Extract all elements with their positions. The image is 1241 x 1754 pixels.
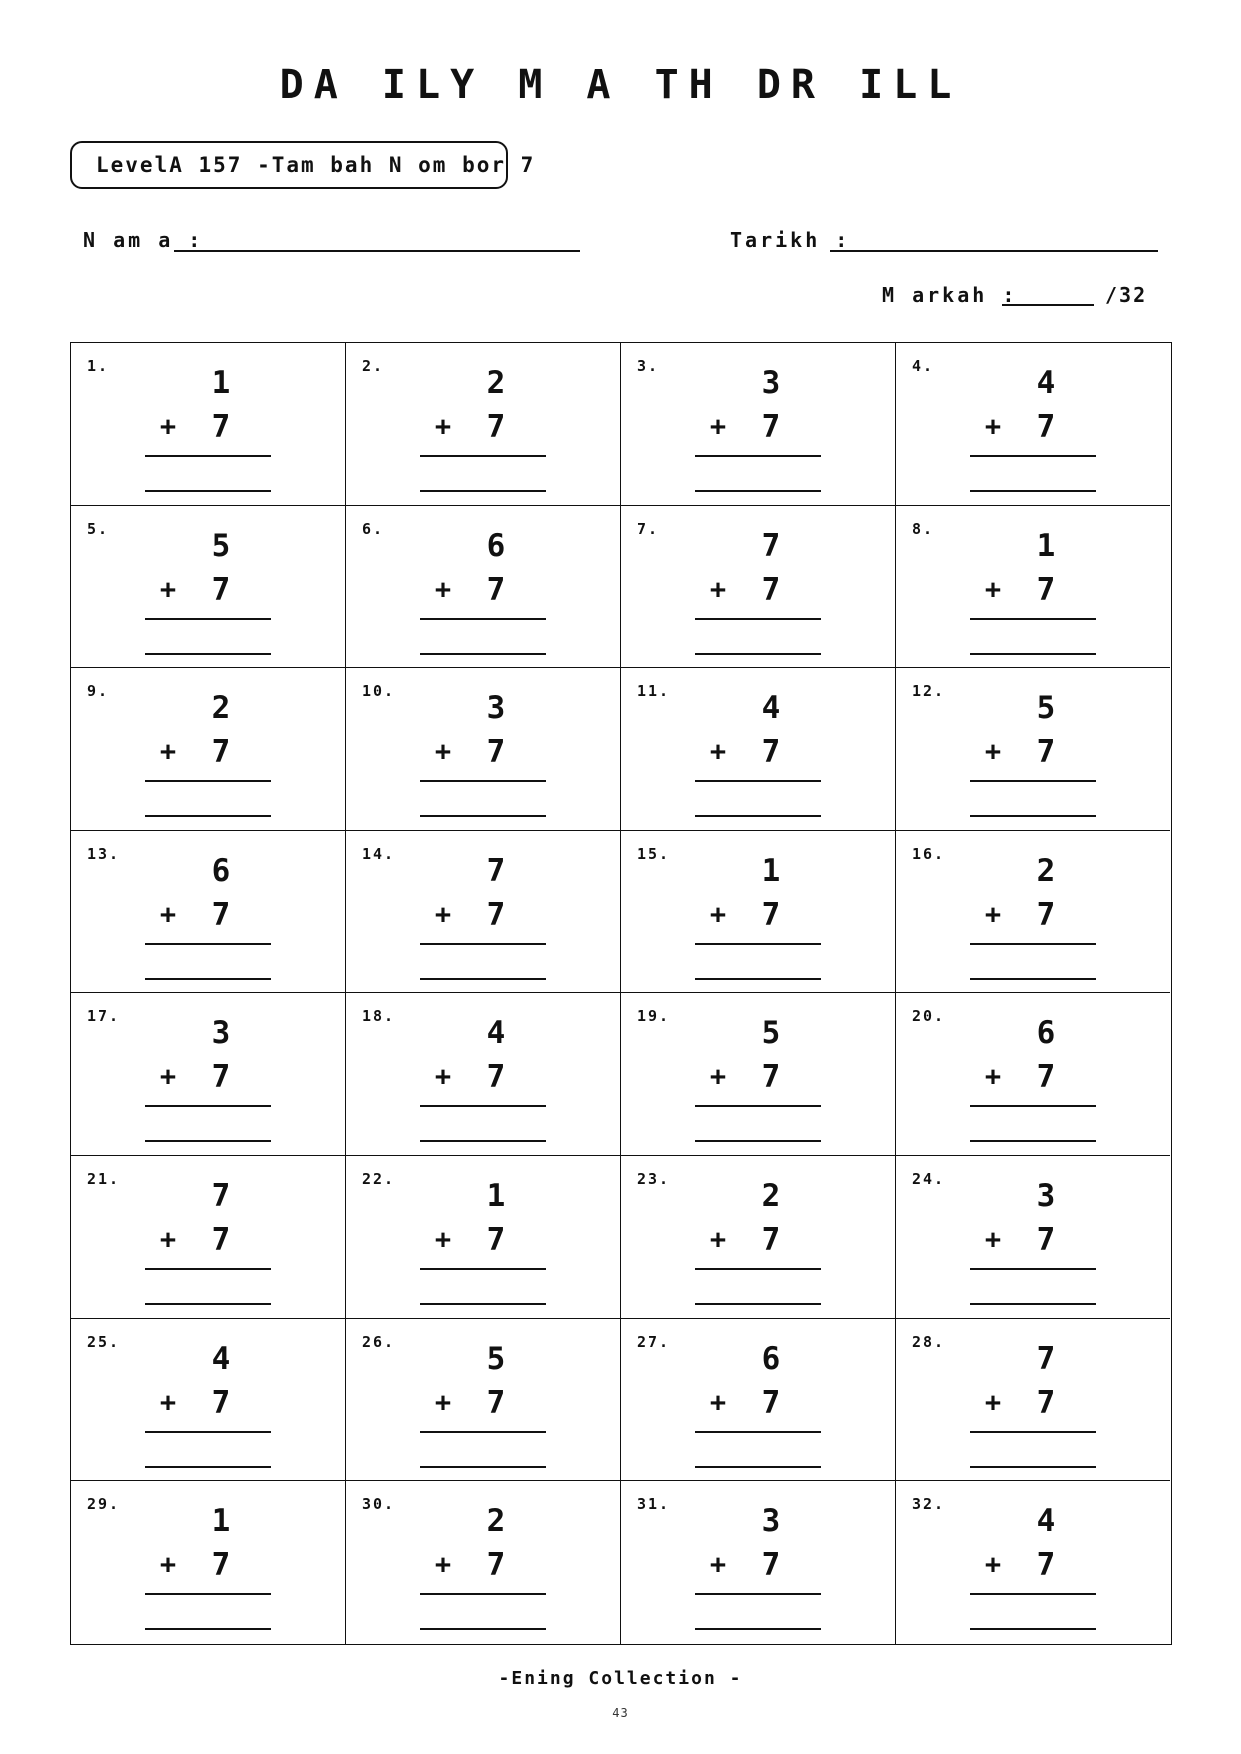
sum-divider — [695, 1105, 821, 1107]
answer-field[interactable] — [145, 1466, 271, 1468]
answer-field[interactable] — [695, 1303, 821, 1305]
problem-number: 18. — [362, 1007, 396, 1026]
second-operand: 7 — [211, 571, 231, 608]
name-label: N am a : — [83, 228, 204, 252]
first-operand: 1 — [211, 1503, 231, 1540]
problem-cell — [346, 668, 621, 831]
answer-field[interactable] — [970, 978, 1096, 980]
answer-field[interactable] — [970, 1140, 1096, 1142]
problem-number: 10. — [362, 682, 396, 701]
first-operand: 1 — [1036, 527, 1056, 564]
sum-divider — [420, 618, 546, 620]
problem-cell — [621, 1319, 896, 1482]
first-operand: 3 — [211, 1015, 231, 1052]
sum-divider — [695, 1431, 821, 1433]
plus-sign: + — [709, 1549, 727, 1581]
problem-cell — [346, 1156, 621, 1319]
first-operand: 1 — [486, 1178, 506, 1214]
first-operand: 4 — [1036, 365, 1056, 401]
plus-sign: + — [159, 1224, 177, 1255]
answer-field[interactable] — [970, 653, 1096, 655]
plus-sign: + — [434, 898, 452, 930]
date-label: Tarikh : — [730, 228, 851, 252]
sum-divider — [145, 618, 271, 620]
first-operand: 4 — [1036, 1503, 1056, 1540]
second-operand: 7 — [1036, 734, 1056, 771]
answer-field[interactable] — [970, 815, 1096, 817]
sum-divider — [695, 943, 821, 945]
problem-number: 22. — [362, 1170, 396, 1188]
second-operand: 7 — [1036, 571, 1056, 608]
problem-cell — [71, 343, 346, 506]
second-operand: 7 — [486, 734, 506, 771]
plus-sign: + — [984, 1549, 1002, 1581]
problem-cell — [621, 506, 896, 669]
first-operand: 3 — [761, 365, 781, 401]
second-operand: 7 — [1036, 1222, 1056, 1258]
second-operand: 7 — [1036, 1384, 1056, 1421]
first-operand: 6 — [1036, 1015, 1056, 1052]
sum-divider — [145, 1593, 271, 1595]
answer-field[interactable] — [420, 1466, 546, 1468]
problem-cell — [896, 343, 1170, 506]
plus-sign: + — [709, 411, 727, 442]
plus-sign: + — [434, 1386, 452, 1418]
problem-number: 7. — [637, 519, 660, 538]
footer-collection: -Ening Collection - — [498, 1668, 743, 1689]
problem-number: 11. — [637, 682, 671, 701]
second-operand: 7 — [211, 1222, 231, 1258]
second-operand: 7 — [761, 409, 781, 445]
first-operand: 7 — [1036, 1340, 1056, 1377]
plus-sign: + — [984, 1386, 1002, 1418]
second-operand: 7 — [1036, 409, 1056, 445]
problem-number: 21. — [87, 1170, 121, 1188]
plus-sign: + — [709, 1386, 727, 1418]
sum-divider — [420, 1593, 546, 1595]
answer-field[interactable] — [420, 1303, 546, 1305]
problem-number: 19. — [637, 1007, 671, 1026]
problem-cell — [896, 506, 1170, 669]
plus-sign: + — [434, 1549, 452, 1581]
plus-sign: + — [159, 573, 177, 605]
answer-field[interactable] — [695, 815, 821, 817]
sum-divider — [145, 780, 271, 782]
plus-sign: + — [159, 1386, 177, 1418]
page-title: DA ILY M A TH DR ILL — [279, 62, 962, 108]
second-operand: 7 — [486, 409, 506, 445]
first-operand: 3 — [761, 1503, 781, 1540]
sum-divider — [145, 1105, 271, 1107]
first-operand: 4 — [211, 1340, 231, 1377]
second-operand: 7 — [761, 1384, 781, 1421]
problem-cell — [346, 343, 621, 506]
date-field[interactable] — [830, 250, 1158, 252]
sum-divider — [695, 1268, 821, 1270]
first-operand: 5 — [761, 1015, 781, 1052]
problem-cell — [896, 831, 1170, 994]
plus-sign: + — [709, 1224, 727, 1255]
problem-cell — [346, 831, 621, 994]
sum-divider — [145, 455, 271, 457]
problem-number: 13. — [87, 844, 121, 863]
second-operand: 7 — [761, 1547, 781, 1584]
problem-number: 24. — [912, 1170, 946, 1188]
sum-divider — [420, 780, 546, 782]
second-operand: 7 — [211, 409, 231, 445]
answer-field[interactable] — [145, 1140, 271, 1142]
problem-cell — [896, 1156, 1170, 1319]
problem-number: 31. — [637, 1495, 671, 1514]
problem-number: 29. — [87, 1495, 121, 1514]
second-operand: 7 — [761, 896, 781, 933]
problem-cell — [71, 1156, 346, 1319]
answer-field[interactable] — [695, 653, 821, 655]
problem-number: 1. — [87, 357, 110, 375]
sum-divider — [420, 1105, 546, 1107]
problem-cell — [896, 993, 1170, 1156]
problem-cell — [71, 1481, 346, 1644]
second-operand: 7 — [761, 734, 781, 771]
problem-number: 8. — [912, 519, 935, 538]
sum-divider — [695, 780, 821, 782]
plus-sign: + — [159, 736, 177, 768]
plus-sign: + — [434, 411, 452, 442]
problem-cell — [71, 506, 346, 669]
plus-sign: + — [984, 898, 1002, 930]
answer-field[interactable] — [695, 1140, 821, 1142]
second-operand: 7 — [486, 1059, 506, 1096]
first-operand: 5 — [211, 527, 231, 564]
answer-field[interactable] — [970, 1303, 1096, 1305]
problem-cell — [71, 831, 346, 994]
first-operand: 6 — [211, 852, 231, 889]
problem-cell — [621, 343, 896, 506]
problem-cell — [621, 831, 896, 994]
sum-divider — [970, 1431, 1096, 1433]
first-operand: 5 — [1036, 690, 1056, 727]
score-label: M arkah : — [882, 283, 1018, 307]
problem-number: 6. — [362, 519, 385, 538]
score-field[interactable] — [1002, 304, 1094, 306]
sum-divider — [145, 943, 271, 945]
plus-sign: + — [434, 1061, 452, 1093]
second-operand: 7 — [486, 896, 506, 933]
problem-cell — [621, 993, 896, 1156]
sum-divider — [420, 1268, 546, 1270]
problem-cell — [896, 668, 1170, 831]
problem-number: 20. — [912, 1007, 946, 1026]
answer-field[interactable] — [420, 490, 546, 492]
problem-cell — [621, 1156, 896, 1319]
answer-field[interactable] — [420, 653, 546, 655]
answer-field[interactable] — [145, 978, 271, 980]
first-operand: 6 — [761, 1340, 781, 1377]
first-operand: 7 — [211, 1178, 231, 1214]
second-operand: 7 — [761, 1059, 781, 1096]
sum-divider — [970, 618, 1096, 620]
answer-field[interactable] — [695, 978, 821, 980]
answer-field[interactable] — [695, 1466, 821, 1468]
answer-field[interactable] — [145, 815, 271, 817]
first-operand: 2 — [486, 365, 506, 401]
page-number: 43 — [612, 1706, 629, 1720]
first-operand: 7 — [486, 852, 506, 889]
sum-divider — [970, 1105, 1096, 1107]
answer-field[interactable] — [420, 1628, 546, 1630]
sum-divider — [970, 1268, 1096, 1270]
plus-sign: + — [159, 1549, 177, 1581]
sum-divider — [420, 943, 546, 945]
problem-number: 26. — [362, 1332, 396, 1351]
second-operand: 7 — [486, 1384, 506, 1421]
problem-number: 23. — [637, 1170, 671, 1188]
problem-cell — [621, 1481, 896, 1644]
second-operand: 7 — [486, 1547, 506, 1584]
second-operand: 7 — [211, 1059, 231, 1096]
name-field[interactable] — [174, 250, 580, 252]
plus-sign: + — [159, 411, 177, 442]
second-operand: 7 — [761, 571, 781, 608]
second-operand: 7 — [1036, 896, 1056, 933]
first-operand: 7 — [761, 527, 781, 564]
sum-divider — [970, 1593, 1096, 1595]
sum-divider — [420, 455, 546, 457]
first-operand: 5 — [486, 1340, 506, 1377]
answer-field[interactable] — [970, 1466, 1096, 1468]
problem-number: 3. — [637, 357, 660, 375]
problem-cell — [346, 1481, 621, 1644]
problem-cell — [346, 1319, 621, 1482]
problem-cell — [346, 506, 621, 669]
sum-divider — [695, 455, 821, 457]
sum-divider — [695, 1593, 821, 1595]
second-operand: 7 — [211, 896, 231, 933]
sum-divider — [695, 618, 821, 620]
plus-sign: + — [709, 1061, 727, 1093]
plus-sign: + — [984, 411, 1002, 442]
problem-cell — [71, 668, 346, 831]
problem-number: 17. — [87, 1007, 121, 1026]
plus-sign: + — [984, 736, 1002, 768]
answer-field[interactable] — [145, 1303, 271, 1305]
answer-field[interactable] — [420, 978, 546, 980]
second-operand: 7 — [486, 1222, 506, 1258]
problem-number: 9. — [87, 682, 110, 701]
problem-number: 27. — [637, 1332, 671, 1351]
answer-field[interactable] — [695, 1628, 821, 1630]
answer-field[interactable] — [970, 490, 1096, 492]
first-operand: 1 — [211, 365, 231, 401]
answer-field[interactable] — [695, 490, 821, 492]
problem-number: 2. — [362, 357, 385, 375]
problem-number: 25. — [87, 1332, 121, 1351]
second-operand: 7 — [1036, 1547, 1056, 1584]
plus-sign: + — [434, 1224, 452, 1255]
plus-sign: + — [434, 736, 452, 768]
plus-sign: + — [984, 573, 1002, 605]
sum-divider — [970, 943, 1096, 945]
plus-sign: + — [434, 573, 452, 605]
first-operand: 2 — [211, 690, 231, 727]
first-operand: 4 — [486, 1015, 506, 1052]
problem-number: 5. — [87, 519, 110, 538]
answer-field[interactable] — [145, 1628, 271, 1630]
plus-sign: + — [984, 1224, 1002, 1255]
problem-cell — [346, 993, 621, 1156]
sum-divider — [145, 1431, 271, 1433]
plus-sign: + — [709, 573, 727, 605]
second-operand: 7 — [211, 1384, 231, 1421]
first-operand: 1 — [761, 852, 781, 889]
problem-number: 28. — [912, 1332, 946, 1351]
second-operand: 7 — [211, 734, 231, 771]
problem-cell — [71, 1319, 346, 1482]
problem-number: 12. — [912, 682, 946, 701]
second-operand: 7 — [1036, 1059, 1056, 1096]
sum-divider — [145, 1268, 271, 1270]
plus-sign: + — [159, 898, 177, 930]
score-total: /32 — [1105, 283, 1148, 307]
sum-divider — [970, 780, 1096, 782]
first-operand: 3 — [486, 690, 506, 727]
problem-cell — [896, 1481, 1170, 1644]
problem-number: 32. — [912, 1495, 946, 1514]
problem-number: 4. — [912, 357, 935, 375]
problem-cell — [896, 1319, 1170, 1482]
problem-number: 15. — [637, 844, 671, 863]
first-operand: 3 — [1036, 1178, 1056, 1214]
first-operand: 2 — [761, 1178, 781, 1214]
problem-number: 16. — [912, 844, 946, 863]
problem-grid — [70, 342, 1172, 1645]
problem-number: 14. — [362, 844, 396, 863]
problem-number: 30. — [362, 1495, 396, 1514]
sum-divider — [420, 1431, 546, 1433]
second-operand: 7 — [761, 1222, 781, 1258]
problem-cell — [71, 993, 346, 1156]
level-label: LevelA 157 -Tam bah N om bor 7 — [70, 141, 508, 189]
sum-divider — [970, 455, 1096, 457]
first-operand: 2 — [486, 1503, 506, 1540]
first-operand: 2 — [1036, 852, 1056, 889]
plus-sign: + — [984, 1061, 1002, 1093]
answer-field[interactable] — [145, 490, 271, 492]
second-operand: 7 — [486, 571, 506, 608]
answer-field[interactable] — [145, 653, 271, 655]
plus-sign: + — [709, 736, 727, 768]
first-operand: 6 — [486, 527, 506, 564]
plus-sign: + — [709, 898, 727, 930]
plus-sign: + — [159, 1061, 177, 1093]
problem-cell — [621, 668, 896, 831]
answer-field[interactable] — [420, 1140, 546, 1142]
answer-field[interactable] — [420, 815, 546, 817]
first-operand: 4 — [761, 690, 781, 727]
second-operand: 7 — [211, 1547, 231, 1584]
answer-field[interactable] — [970, 1628, 1096, 1630]
